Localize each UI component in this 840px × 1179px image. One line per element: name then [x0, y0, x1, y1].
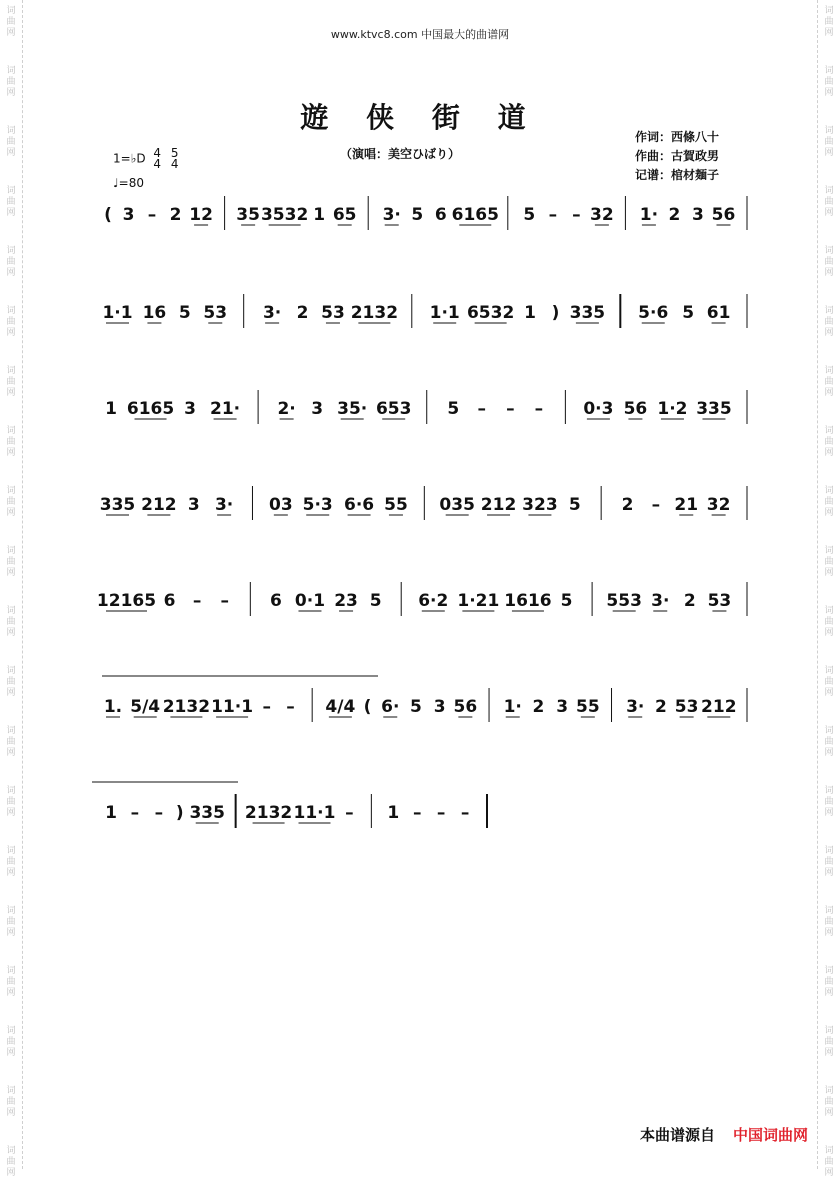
score-note: –	[192, 591, 202, 611]
score-note: 2	[668, 205, 681, 225]
key-label: 1=♭D	[113, 151, 146, 166]
watermark-text: 词 曲 网	[824, 786, 834, 818]
score-note: 55	[575, 697, 600, 717]
score-note: 3	[433, 697, 446, 717]
score-note: )	[175, 803, 184, 823]
score-note: 11·1	[293, 803, 336, 823]
score-note: 2	[621, 495, 634, 515]
score-note: 5	[410, 697, 422, 717]
watermark-text: 词 曲 网	[6, 246, 16, 278]
score-note: 6165	[451, 205, 499, 225]
score-note: –	[220, 591, 229, 611]
score-note: 53	[203, 303, 228, 323]
watermark-text: 词 曲 网	[6, 966, 16, 998]
score-note: –	[262, 697, 272, 717]
watermark-text: 词 曲 网	[6, 726, 16, 758]
score-note: 11·1	[211, 697, 254, 717]
score-note: 2	[532, 697, 545, 717]
score-note: 1·1	[102, 303, 133, 323]
watermark-text: 词 曲 网	[6, 606, 16, 638]
score-note: 5·6	[638, 303, 669, 323]
score-note: 6	[269, 591, 282, 611]
watermark-text: 词 曲 网	[6, 426, 16, 458]
meter-5-4: 5 4	[170, 146, 179, 171]
score-note: 6532	[466, 303, 515, 323]
score-note: 56	[453, 697, 478, 717]
score-note: 5	[178, 303, 191, 323]
score-note: 335	[99, 495, 136, 515]
score-note: 3	[122, 205, 135, 225]
score-note: 1·	[639, 205, 659, 225]
score-note: 35	[236, 205, 260, 225]
score-note: 335	[696, 399, 732, 419]
score-note: 1.	[103, 697, 123, 717]
score-note: 53	[707, 591, 732, 611]
watermark-text: 词 曲 网	[6, 666, 16, 698]
score-note: 5	[369, 591, 382, 611]
score-note: 5	[682, 303, 695, 323]
score-note: 212	[141, 495, 177, 515]
watermark-text: 词 曲 网	[824, 66, 834, 98]
score-note: –	[436, 803, 446, 823]
key-signature	[113, 148, 179, 170]
meter-4-4: 4 4	[153, 146, 162, 171]
score-note: 3·	[262, 303, 282, 323]
score-note: 35·	[337, 399, 368, 419]
score-note: 0·3	[583, 399, 614, 419]
watermark-text: 词 曲 网	[824, 966, 834, 998]
score-note: 5/4	[130, 697, 161, 717]
watermark-text: 词 曲 网	[6, 1146, 16, 1178]
score-note: 3·	[651, 591, 670, 611]
score-note: 61	[706, 303, 731, 323]
score-note: 3532	[260, 205, 309, 225]
score-note: 1	[313, 205, 326, 225]
score-note: 16	[142, 303, 167, 323]
score-note: 6·2	[418, 591, 449, 611]
score-note: 5	[411, 205, 424, 225]
score-note: –	[460, 803, 470, 823]
score-note: 5·3	[302, 495, 333, 515]
score-note: 1·1	[429, 303, 460, 323]
score-note: 3·	[626, 697, 645, 717]
score-note: 5	[447, 399, 460, 419]
score-note: 03	[269, 495, 293, 515]
score-note: 3	[311, 399, 324, 419]
watermark-text: 词 曲 网	[824, 486, 834, 518]
score-note: 32	[590, 205, 614, 225]
watermark-text: 词 曲 网	[824, 1026, 834, 1058]
score-note: 2·	[277, 399, 296, 419]
score-note: 1	[387, 803, 400, 823]
watermark-text: 词 曲 网	[824, 1146, 834, 1178]
score-note: 6	[163, 591, 176, 611]
score-note: 035	[439, 495, 475, 515]
watermark-text: 词 曲 网	[824, 366, 834, 398]
score-note: 2132	[350, 303, 399, 323]
score-note: 56	[623, 399, 648, 419]
footer-source	[640, 1124, 808, 1145]
score-note: 323	[522, 495, 558, 515]
score-note: 0·1	[294, 591, 326, 611]
score-note: 1616	[504, 591, 552, 611]
score-note: 3·	[382, 205, 401, 225]
score-note: 3	[692, 205, 704, 225]
score-note: 5	[523, 205, 536, 225]
score-note: (	[363, 697, 372, 717]
score-note: 21	[674, 495, 699, 515]
score-note: 53	[321, 303, 345, 323]
score-note: 4/4	[325, 697, 356, 717]
watermark-text: 词 曲 网	[824, 246, 834, 278]
watermark-text: 词 曲 网	[6, 126, 16, 158]
score-note: –	[477, 399, 487, 419]
score-note: 6·	[381, 697, 400, 717]
footer-site-name: 中国词曲网	[732, 1126, 808, 1144]
score-note: 3	[184, 399, 196, 419]
watermark-text: 词 曲 网	[6, 1026, 16, 1058]
watermark-text: 词 曲 网	[6, 786, 16, 818]
score-note: –	[572, 205, 581, 225]
score-note: 3	[556, 697, 569, 717]
score-note: –	[534, 399, 544, 419]
score-note: –	[147, 205, 157, 225]
score-note: 2	[296, 303, 309, 323]
score-note: 2132	[244, 803, 293, 823]
score-note: –	[412, 803, 422, 823]
watermark-text: 词 曲 网	[6, 906, 16, 938]
watermark-text: 词 曲 网	[824, 666, 834, 698]
watermark-text: 词 曲 网	[824, 186, 834, 218]
tempo-marking: ♩=80	[113, 176, 144, 190]
score-note: 1	[105, 399, 117, 419]
score-note: –	[345, 803, 354, 823]
score-note: 2	[654, 697, 667, 717]
score-note: 53	[674, 697, 699, 717]
score-note: 335	[569, 303, 606, 323]
watermark-text: 词 曲 网	[824, 306, 834, 338]
score-note: (	[104, 205, 112, 225]
score-note: 12165	[96, 591, 157, 611]
site-url-header: www.ktvc8.com 中国最大的曲谱网	[330, 28, 510, 41]
watermark-text: 词 曲 网	[6, 486, 16, 518]
watermark-text: 词 曲 网	[6, 66, 16, 98]
watermark-text: 词 曲 网	[824, 906, 834, 938]
watermark-text: 词 曲 网	[6, 6, 16, 38]
watermark-text: 词 曲 网	[824, 606, 834, 638]
watermark-text: 词 曲 网	[824, 1086, 834, 1118]
watermark-text: 词 曲 网	[6, 186, 16, 218]
score-note: –	[286, 697, 295, 717]
watermark-text: 词 曲 网	[6, 306, 16, 338]
score-note: 5	[560, 591, 573, 611]
score-note: 1·2	[657, 399, 688, 419]
watermark-text: 词 曲 网	[6, 366, 16, 398]
score-note: 23	[334, 591, 358, 611]
score-note: 3·	[214, 495, 234, 515]
score-note: –	[154, 803, 164, 823]
score-note: 2	[683, 591, 696, 611]
score-note: 335	[189, 803, 225, 823]
score-note: 1·	[503, 697, 522, 717]
score-note: 6165	[126, 399, 175, 419]
score-note: 1	[105, 803, 117, 823]
score-note: 1	[524, 303, 536, 323]
watermark-text: 词 曲 网	[824, 846, 834, 878]
score-note: –	[548, 205, 558, 225]
score-note: 6	[434, 205, 447, 225]
transcriber-credit: 记谱：棺材麺子	[635, 168, 720, 182]
lyricist-credit: 作词：西條八十	[635, 130, 720, 144]
score-note: 65	[332, 205, 357, 225]
score-note: 6·6	[344, 495, 375, 515]
score-note: –	[651, 495, 661, 515]
score-note: 1·21	[457, 591, 500, 611]
watermark-text: 词 曲 网	[824, 426, 834, 458]
score-note: –	[130, 803, 140, 823]
composer-credit: 作曲：古賀政男	[635, 149, 720, 163]
score-note: 3	[187, 495, 200, 515]
score-note: 2132	[162, 697, 211, 717]
watermark-text: 词 曲 网	[824, 126, 834, 158]
score-note: 2	[169, 205, 182, 225]
watermark-text: 词 曲 网	[824, 546, 834, 578]
score-note: 21·	[210, 399, 241, 419]
watermark-text: 词 曲 网	[6, 846, 16, 878]
score-note: 56	[711, 205, 736, 225]
score-note: 653	[375, 399, 412, 419]
score-note: 32	[706, 495, 731, 515]
score-note: 12	[189, 205, 213, 225]
score-note: 553	[606, 591, 642, 611]
watermark-text: 词 曲 网	[824, 726, 834, 758]
footer-source-label: 本曲谱源自	[639, 1126, 715, 1144]
watermark-text: 词 曲 网	[6, 546, 16, 578]
score-note: –	[506, 399, 515, 419]
score-note: 212	[480, 495, 517, 515]
song-title: 遊 侠 街 道	[300, 101, 540, 134]
watermark-text: 词 曲 网	[6, 1086, 16, 1118]
score-note: 5	[568, 495, 581, 515]
score-note: )	[551, 303, 560, 323]
watermark-text: 词 曲 网	[824, 6, 834, 38]
singer-credit: （演唱：美空ひばり）	[340, 147, 461, 161]
score-note: 55	[384, 495, 408, 515]
score-note: 212	[701, 697, 737, 717]
